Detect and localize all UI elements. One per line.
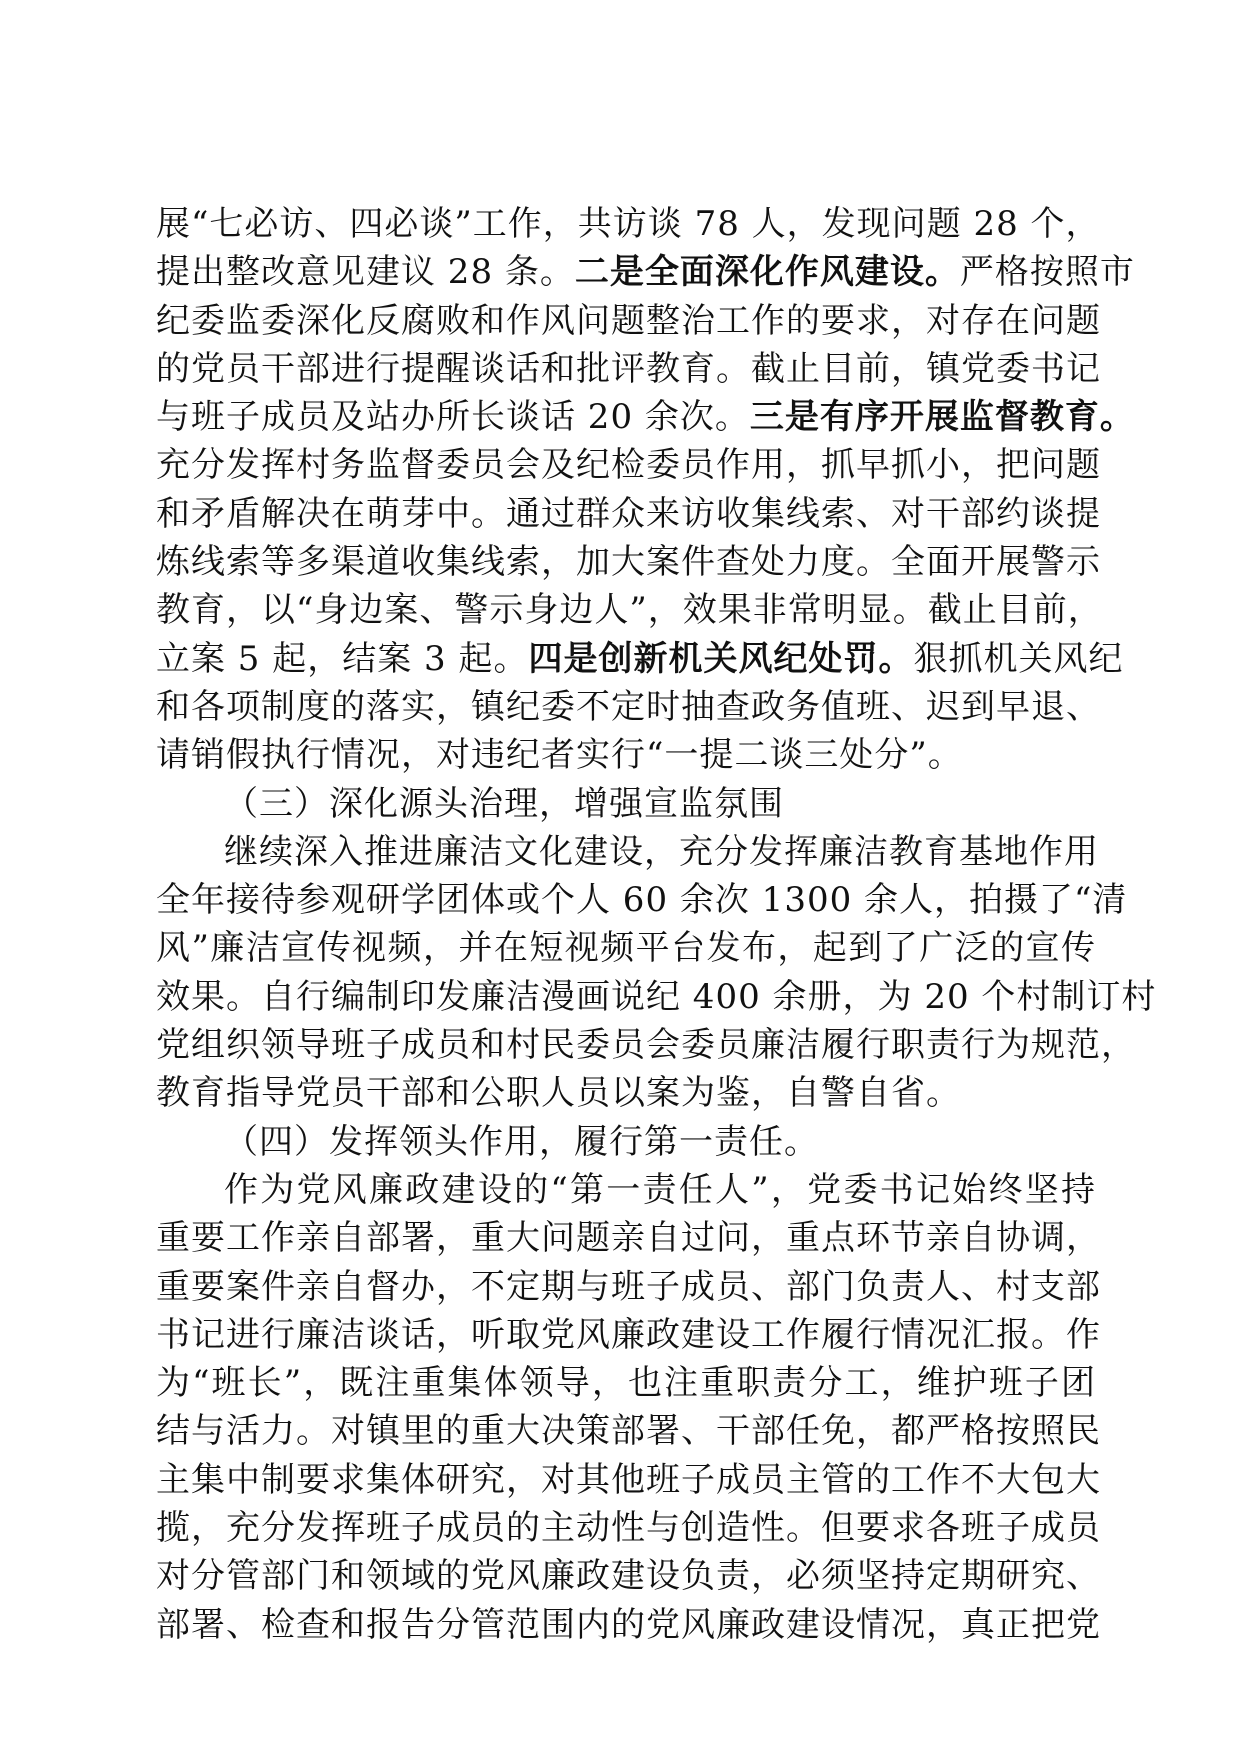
text-segment: 展“七必访、四必谈”工作，共访谈 78 人，发现问题 28 个， <box>156 204 1101 244</box>
text-segment: （三）深化源头治理，增强宣监氛围 <box>224 783 784 824</box>
section-heading <box>156 1118 1096 1166</box>
text-segment: 和各项制度的落实，镇纪委不定时抽查政务值班、迟到早退、 <box>156 686 1101 727</box>
text-line <box>156 1456 1101 1504</box>
text-line <box>156 1601 1101 1649</box>
text-line <box>156 1166 1096 1214</box>
text-segment: 狠抓机关风纪 <box>913 638 1124 679</box>
text-line <box>156 635 1124 683</box>
text-segment: 请销假执行情况，对违纪者实行“一提二谈三处分”。 <box>156 735 963 776</box>
text-segment: 的党员干部进行提醒谈话和批评教育。截止目前，镇党委书记 <box>156 348 1101 389</box>
text-line <box>156 828 1099 876</box>
text-line <box>156 731 1096 779</box>
bold-phrase: 三是有序开展监督教育。 <box>749 397 1135 438</box>
text-segment: 继续深入推进廉洁文化建设，充分发挥廉洁教育基地作用 <box>224 831 1099 872</box>
text-segment: 部署、检查和报告分管范围内的党风廉政建设情况，真正把党 <box>156 1604 1101 1645</box>
text-segment: 全年接待参观研学团体或个人 60 余次 1300 余人，拍摄了“清 <box>156 880 1128 921</box>
text-segment: 为“班长”，既注重集体领导，也注重职责分工，维护班子团 <box>156 1363 1096 1404</box>
text-line <box>156 441 1101 489</box>
text-segment: 重要工作亲自部署，重大问题亲自过问，重点环节亲自协调， <box>156 1218 1101 1259</box>
text-segment: 效果。自行编制印发廉洁漫画说纪 400 余册，为 20 个村制订村 <box>156 976 1157 1017</box>
text-line <box>156 1069 1096 1117</box>
text-segment: 主集中制要求集体研究，对其他班子成员主管的工作不大包大 <box>156 1459 1101 1500</box>
text-line <box>156 345 1101 393</box>
text-line <box>156 683 1101 731</box>
text-line <box>156 538 1101 586</box>
document-body <box>156 200 1157 1649</box>
bold-phrase: 二是全面深化作风建设。 <box>574 252 960 293</box>
text-line <box>156 1311 1101 1359</box>
text-segment: 严格按照市 <box>959 252 1135 293</box>
text-line <box>156 1021 1136 1069</box>
text-line <box>156 1504 1101 1552</box>
text-line <box>156 586 1103 634</box>
text-line <box>156 1407 1101 1455</box>
text-segment: 书记进行廉洁谈话，听取党风廉政建设工作履行情况汇报。作 <box>156 1314 1101 1355</box>
text-segment: 党组织领导班子成员和村民委员会委员廉洁履行职责行为规范， <box>156 1025 1136 1066</box>
text-segment: 和矛盾解决在萌芽中。通过群众来访收集线索、对干部约谈提 <box>156 493 1101 534</box>
text-segment: 结与活力。对镇里的重大决策部署、干部任免，都严格按照民 <box>156 1411 1101 1452</box>
text-segment: 教育，以“身边案、警示身边人”，效果非常明显。截止目前， <box>156 590 1103 631</box>
text-line <box>156 1552 1101 1600</box>
text-line <box>156 924 1096 972</box>
text-segment: 教育指导党员干部和公职人员以案为鉴，自警自省。 <box>156 1073 961 1114</box>
text-line <box>156 1214 1101 1262</box>
text-segment: 提出整改意见建议 28 条。 <box>156 252 575 293</box>
text-line <box>156 393 1135 441</box>
text-line <box>156 297 1101 345</box>
text-line <box>156 490 1101 538</box>
text-segment: 炼线索等多渠道收集线索，加大案件查处力度。全面开展警示 <box>156 542 1101 583</box>
section-heading <box>156 780 1096 828</box>
text-segment: （四）发挥领头作用，履行第一责任。 <box>224 1121 819 1162</box>
text-segment: 充分发挥村务监督委员会及纪检委员作用，抓早抓小，把问题 <box>156 445 1101 486</box>
text-line <box>156 200 1101 248</box>
text-segment: 作为党风廉政建设的“第一责任人”，党委书记始终坚持 <box>224 1169 1096 1210</box>
bold-phrase: 四是创新机关风纪处罚。 <box>528 638 914 679</box>
text-line <box>156 248 1135 296</box>
text-segment: 对分管部门和领域的党风廉政建设负责，必须坚持定期研究、 <box>156 1556 1101 1597</box>
text-line <box>156 1263 1101 1311</box>
text-segment: 与班子成员及站办所长谈话 20 余次。 <box>156 397 750 438</box>
text-line <box>156 1359 1096 1407</box>
text-segment: 风”廉洁宣传视频，并在短视频平台发布，起到了广泛的宣传 <box>156 928 1096 969</box>
text-line <box>156 973 1157 1021</box>
text-segment: 纪委监委深化反腐败和作风问题整治工作的要求，对存在问题 <box>156 300 1101 341</box>
text-segment: 揽，充分发挥班子成员的主动性与创造性。但要求各班子成员 <box>156 1508 1101 1549</box>
text-segment: 重要案件亲自督办，不定期与班子成员、部门负责人、村支部 <box>156 1266 1101 1307</box>
text-line <box>156 876 1128 924</box>
text-segment: 立案 5 起，结案 3 起。 <box>156 638 529 679</box>
